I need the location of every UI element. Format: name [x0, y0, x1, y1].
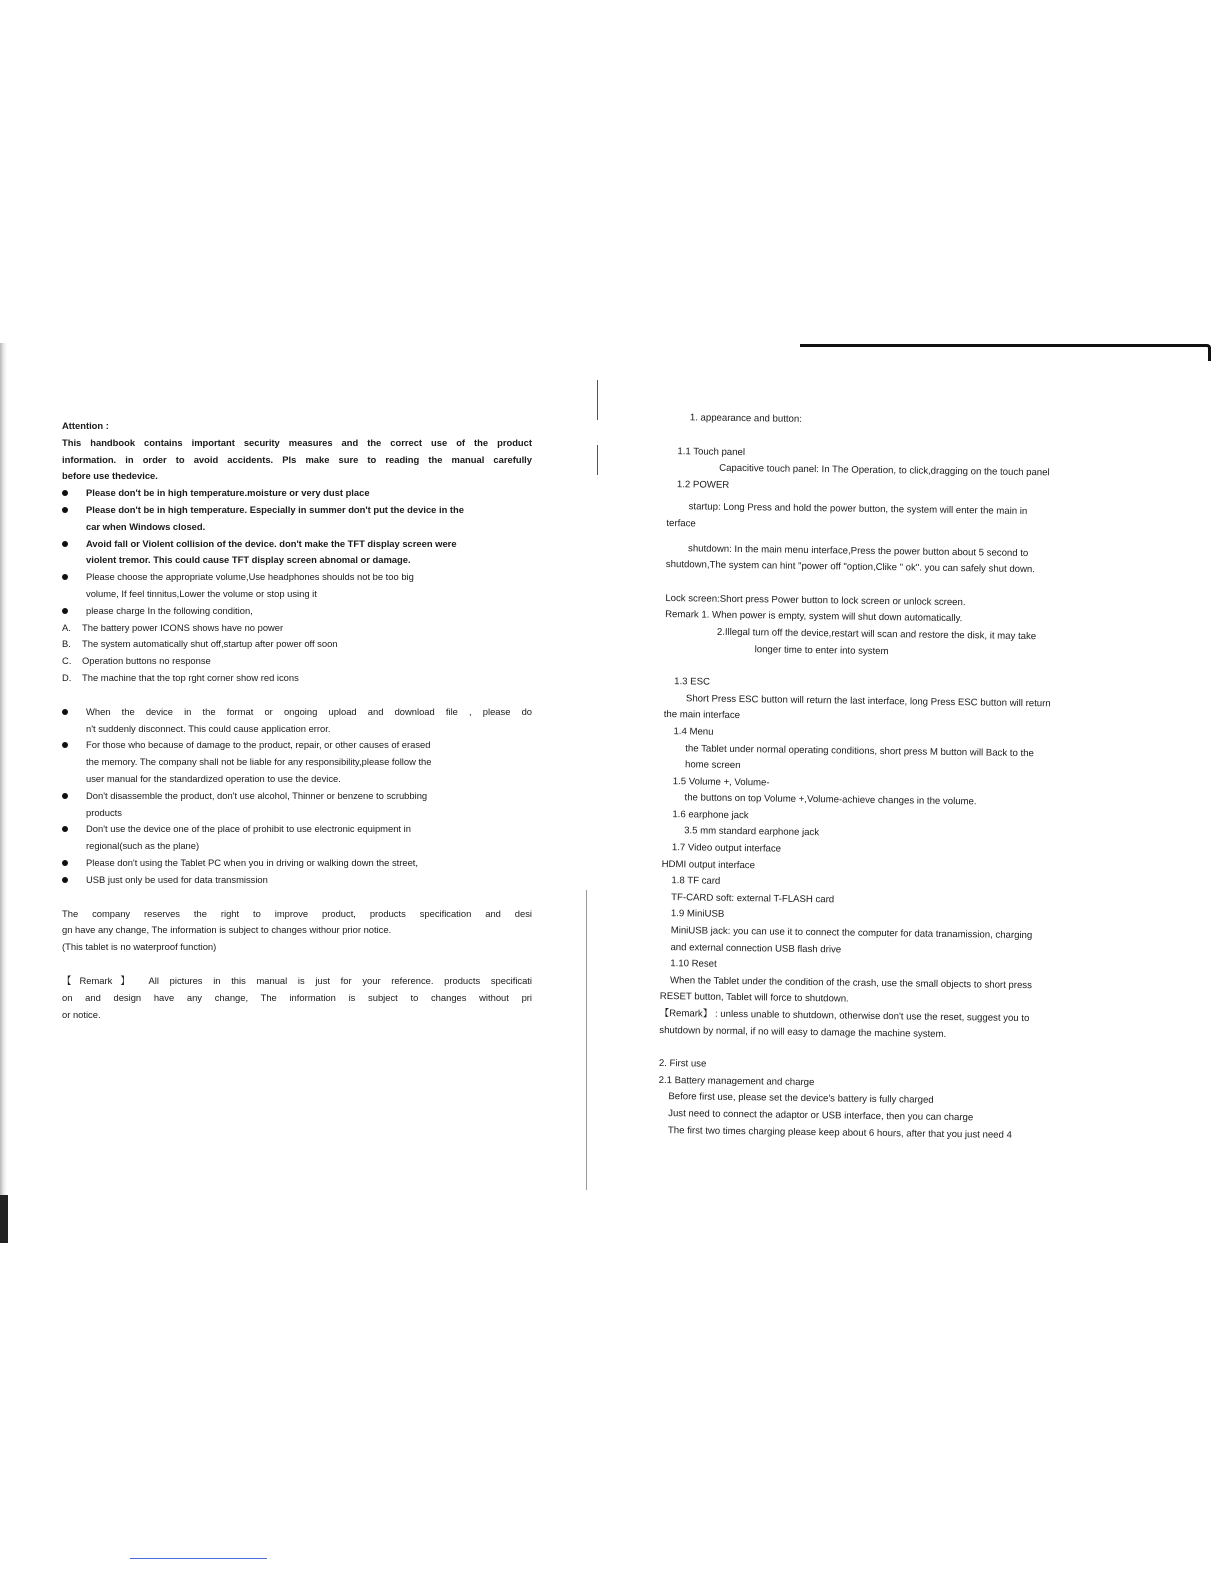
body-text: the Tablet under normal operating conditions, short press M button will Back to the	[685, 742, 1034, 759]
notice-line: (This tablet is no waterproof function)	[62, 941, 217, 953]
body-text: HDMI output interface	[661, 858, 756, 871]
bullet-icon	[62, 860, 68, 866]
list-item-text: user manual for the standardized operation to use the device.	[86, 772, 341, 784]
body-text: the buttons on top Volume +,Volume-achieve changes in the volume.	[684, 792, 977, 808]
section-heading: 1.10 Reset	[670, 958, 717, 970]
bullet-icon	[62, 793, 68, 799]
usage-list	[62, 704, 532, 889]
body-text: the main interface	[663, 709, 741, 722]
intro-paragraph	[62, 435, 532, 485]
list-item	[62, 653, 532, 670]
body-text: The first two times charging please keep about 6 hours, after that you just need 4	[667, 1124, 1012, 1141]
body-text: longer time to enter into system	[754, 643, 889, 657]
page-top-rule	[800, 344, 1211, 361]
list-item	[62, 636, 532, 653]
bullet-icon	[62, 490, 68, 496]
fold-line-upper	[597, 380, 598, 420]
section-heading: 1.3 ESC	[674, 676, 711, 688]
section-heading: 1.2 POWER	[676, 478, 730, 491]
bottom-rule	[130, 1558, 267, 1559]
list-item-text: n't suddenly disconnect. This could cause application error.	[86, 722, 331, 734]
body-text: TF-CARD soft: external T-FLASH card	[671, 891, 835, 906]
body-text: Lock screen:Short press Power button to lock screen or unlock screen.	[665, 592, 966, 608]
list-item	[62, 788, 532, 822]
notice-line: on and design have any change, The information is subject to changes without pri	[62, 991, 532, 1003]
list-item	[62, 872, 532, 889]
fold-line-middle	[597, 445, 598, 475]
body-text: 2.Illegal turn off the device,restart will scan and restore the disk, it may take	[716, 626, 1037, 643]
list-item	[62, 670, 532, 687]
body-text: startup: Long Press and hold the power button, the system will enter the main in	[688, 501, 1028, 518]
body-text: Before first use, please set the device's battery is fully charged	[668, 1091, 934, 1107]
list-item	[62, 569, 532, 603]
body-text: MiniUSB jack: you can use it to connect the computer for data tranamission, charging	[670, 925, 1033, 942]
list-item-text: For those who because of damage to the product, repair, or other causes of erased	[86, 739, 431, 751]
intro-line: This handbook contains important security measures and the correct use of the product	[62, 436, 532, 448]
body-text: terface	[666, 517, 696, 530]
list-item-text: the memory. The company shall not be liable for any responsibility,please follow the	[86, 756, 432, 768]
left-page	[62, 418, 532, 1023]
body-text: and external connection USB flash drive	[670, 941, 842, 956]
intro-line: information. in order to avoid accidents. Pls make sure to reading the manual carefully	[62, 453, 532, 465]
list-item-text: Operation buttons no response	[82, 655, 211, 667]
list-item	[62, 620, 532, 637]
body-text: shutdown,The system can hint "power off "option,Clike " ok". you can safely shut down.	[665, 559, 1036, 576]
section-heading: 1.9 MiniUSB	[670, 908, 725, 921]
body-text: shutdown by normal, if no will easy to damage the machine system.	[659, 1024, 947, 1040]
bullet-icon	[62, 541, 68, 547]
list-item-text: Please don't be in high temperature.moisture or very dust place	[86, 487, 370, 499]
bullet-icon	[62, 709, 68, 715]
right-page	[658, 410, 1118, 1145]
list-item-text: products	[86, 806, 122, 818]
list-item-text: Avoid fall or Violent collision of the device. don't make the TFT display screen were	[86, 537, 457, 549]
list-item-text: USB just only be used for data transmission	[86, 873, 268, 885]
list-item	[62, 536, 532, 570]
section-heading: 1.7 Video output interface	[671, 842, 782, 855]
list-item-text: Please don't using the Tablet PC when you in driving or walking down the street,	[86, 856, 419, 868]
body-text: RESET button, Tablet will force to shutdown.	[659, 991, 849, 1005]
section-heading: 1.8 TF card	[671, 875, 721, 888]
list-letter: D.	[62, 671, 72, 683]
section-heading: 1.6 earphone jack	[672, 808, 749, 822]
attention-heading: Attention :	[62, 420, 109, 431]
notice-line: The company reserves the right to improve product, products specification and desi	[62, 907, 532, 919]
bullet-icon	[62, 507, 68, 513]
body-text: When the Tablet under the condition of the crash, use the small objects to short press	[669, 974, 1033, 991]
list-item-text: regional(such as the plane)	[86, 840, 200, 852]
list-item	[62, 737, 532, 787]
list-item	[62, 485, 532, 502]
bullet-icon	[62, 574, 68, 580]
section-heading: 2. First use	[658, 1058, 707, 1070]
bullet-icon	[62, 742, 68, 748]
notice-line: gn have any change, The information is subject to changes withour prior notice.	[62, 924, 392, 936]
list-item	[62, 855, 532, 872]
list-item-text: car when Windows closed.	[86, 520, 206, 532]
list-item-text: When the device in the format or ongoing upload and download file , please do	[86, 705, 532, 717]
fold-line-lower	[586, 890, 587, 1190]
body-text: 3.5 mm standard earphone jack	[684, 825, 820, 839]
body-text: home screen	[684, 759, 741, 772]
body-text: Just need to connect the adaptor or USB interface, then you can charge	[668, 1108, 974, 1124]
notice-line: 【Remark】 All pictures in this manual is just for your reference. products specificati	[62, 974, 532, 986]
list-item	[62, 821, 532, 855]
list-item	[62, 603, 532, 620]
section-heading: 1.5 Volume +, Volume-	[672, 775, 770, 789]
body-text: 【Remark】 : unless unable to shutdown, otherwise don't use the reset, suggest you to	[659, 1007, 1030, 1025]
scan-edge-shadow	[0, 1195, 8, 1243]
list-item-text: The battery power ICONS shows have no power	[82, 621, 284, 633]
list-item-text: volume, If feel tinnitus,Lower the volume or stop using it	[86, 587, 317, 599]
intro-line: before use thedevice.	[62, 470, 158, 482]
remark-notice	[62, 973, 532, 1023]
bullet-icon	[62, 826, 68, 832]
list-item-text: Please don't be in high temperature. Especially in summer don't put the device in the	[86, 503, 464, 515]
bullet-icon	[62, 608, 68, 614]
list-item	[62, 704, 532, 738]
scan-edge	[0, 343, 7, 1243]
caution-list	[62, 485, 532, 619]
list-item-text: The system automatically shut off,startup after power off soon	[82, 638, 338, 650]
section-heading: 1. appearance and button:	[689, 412, 802, 425]
list-item-text: The machine that the top rght corner show red icons	[82, 671, 299, 683]
list-item-text: violent tremor. This could cause TFT display screen abnomal or damage.	[86, 554, 411, 566]
list-letter: C.	[62, 655, 72, 667]
bullet-icon	[62, 877, 68, 883]
section-heading: 1.1 Touch panel	[677, 445, 746, 458]
body-text: shutdown: In the main menu interface,Press the power button about 5 second to	[687, 542, 1029, 559]
section-heading: 2.1 Battery management and charge	[658, 1074, 815, 1088]
section-heading: 1.4 Menu	[673, 726, 714, 738]
body-text: Short Press ESC button will return the last interface, long Press ESC button will return	[685, 692, 1051, 710]
list-item-text: please charge In the following condition,	[86, 604, 253, 616]
list-item-text: Don't use the device one of the place of prohibit to use electronic equipment in	[86, 823, 411, 835]
body-text: Capacitive touch panel: In The Operation, to click,dragging on the touch panel	[719, 462, 1050, 479]
list-item-text: Don't disassemble the product, don't use alcohol, Thinner or benzene to scrubbing	[86, 789, 428, 801]
company-notice	[62, 906, 532, 956]
list-item	[62, 502, 532, 536]
list-item-text: Please choose the appropriate volume,Use headphones shoulds not be too big	[86, 571, 414, 583]
list-letter: B.	[62, 638, 71, 650]
notice-line: or notice.	[62, 1008, 101, 1020]
list-letter: A.	[62, 621, 71, 633]
body-text: Remark 1. When power is empty, system will shut down automatically.	[665, 609, 963, 625]
charge-condition-list	[62, 620, 532, 687]
